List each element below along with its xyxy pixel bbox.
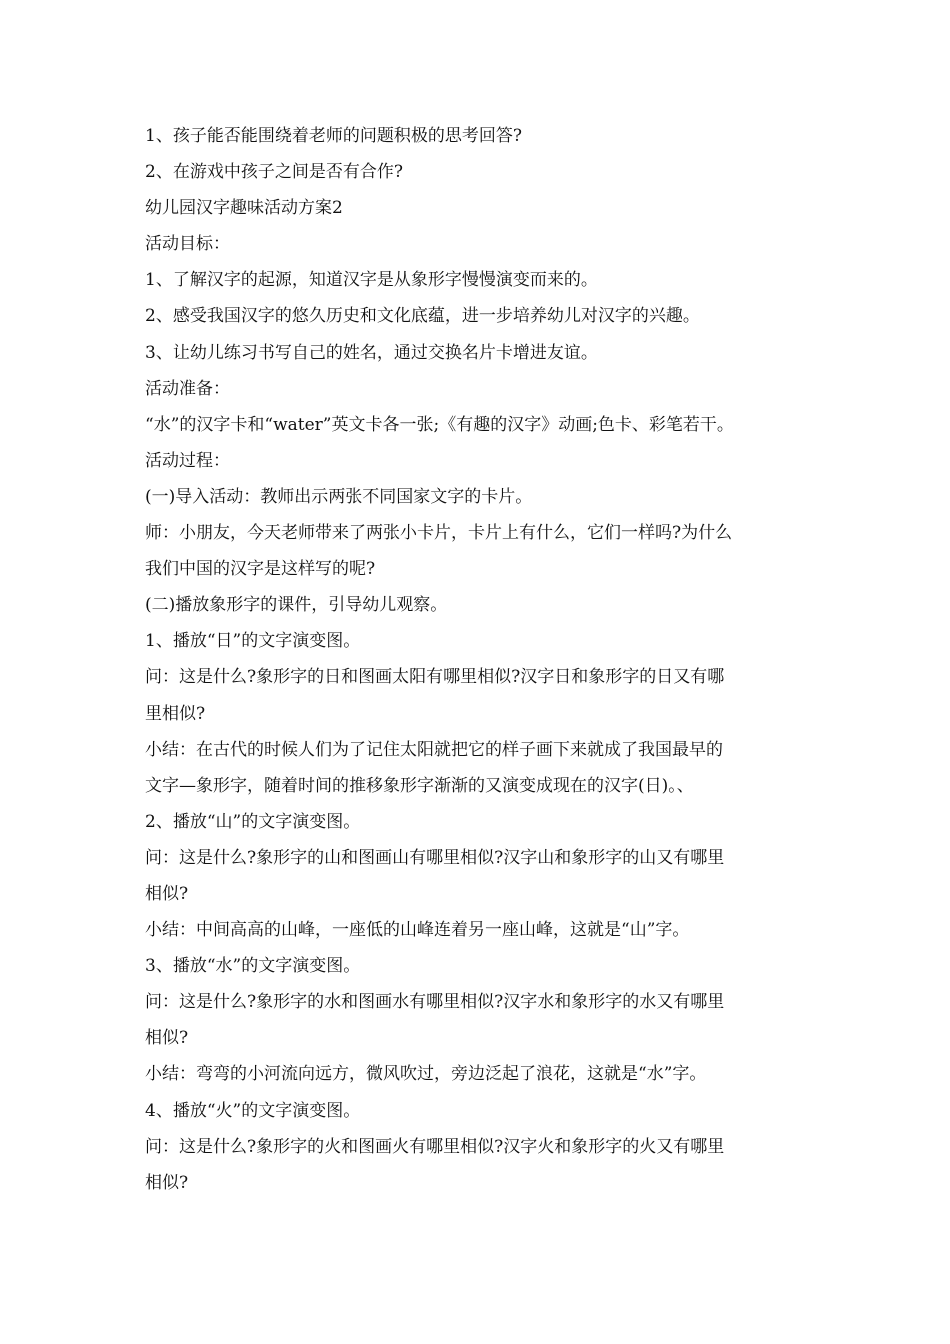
text-line: 1、播放“日”的文字演变图。 xyxy=(145,631,361,652)
text-line: (一)导入活动：教师出示两张不同国家文字的卡片。 xyxy=(145,486,533,507)
document-page xyxy=(145,118,817,1201)
text-line: 3、播放“水”的文字演变图。 xyxy=(145,956,361,977)
text-line: 里相似? xyxy=(145,703,206,724)
text-line: 2、感受我国汉字的悠久历史和文化底蕴，进一步培养幼儿对汉字的兴趣。 xyxy=(145,306,700,327)
text-line: 相似? xyxy=(145,1172,189,1193)
text-line: 相似? xyxy=(145,1028,189,1049)
text-line: 师：小朋友，今天老师带来了两张小卡片，卡片上有什么，它们一样吗?为什么 xyxy=(145,523,733,544)
text-line: 我们中国的汉字是这样写的呢? xyxy=(145,559,376,580)
text-line: 小结：在古代的时候人们为了记住太阳就把它的样子画下来就成了我国最早的 xyxy=(145,739,723,760)
text-line: 小结：弯弯的小河流向远方，微风吹过，旁边泛起了浪花，这就是“水”字。 xyxy=(145,1064,707,1085)
text-line: 1、孩子能否能围绕着老师的问题积极的思考回答? xyxy=(145,126,522,146)
text-line: “水”的汉字卡和“water”英文卡各一张;《有趣的汉字》动画;色卡、彩笔若干。 xyxy=(145,414,734,435)
text-line: (二)播放象形字的课件，引导幼儿观察。 xyxy=(145,595,448,616)
text-line: 问：这是什么?象形字的山和图画山有哪里相似?汉字山和象形字的山又有哪里 xyxy=(145,847,725,868)
text-line: 相似? xyxy=(145,883,189,904)
text-line: 小结：中间高高的山峰，一座低的山峰连着另一座山峰，这就是“山”字。 xyxy=(145,920,690,941)
text-line: 2、播放“山”的文字演变图。 xyxy=(145,811,361,832)
text-line: 2、在游戏中孩子之间是否有合作? xyxy=(145,162,403,183)
heading-preparation: 活动准备： xyxy=(145,378,230,399)
text-line: 4、播放“火”的文字演变图。 xyxy=(145,1100,361,1121)
text-line: 1、了解汉字的起源，知道汉字是从象形字慢慢演变而来的。 xyxy=(145,270,598,291)
text-line: 文字—象形字，随着时间的推移象形字渐渐的又演变成现在的汉字(日)。、 xyxy=(145,775,694,796)
heading-process: 活动过程： xyxy=(145,450,230,471)
text-line: 问：这是什么?象形字的日和图画太阳有哪里相似?汉字日和象形字的日又有哪 xyxy=(145,667,725,688)
text-line: 3、让幼儿练习书写自己的姓名，通过交换名片卡增进友谊。 xyxy=(145,342,598,363)
section-title: 幼儿园汉字趣味活动方案2 xyxy=(145,198,343,219)
heading-goals: 活动目标： xyxy=(145,234,230,255)
text-line: 问：这是什么?象形字的水和图画水有哪里相似?汉字水和象形字的水又有哪里 xyxy=(145,992,725,1013)
text-line: 问：这是什么?象形字的火和图画火有哪里相似?汉字火和象形字的火又有哪里 xyxy=(145,1136,725,1157)
